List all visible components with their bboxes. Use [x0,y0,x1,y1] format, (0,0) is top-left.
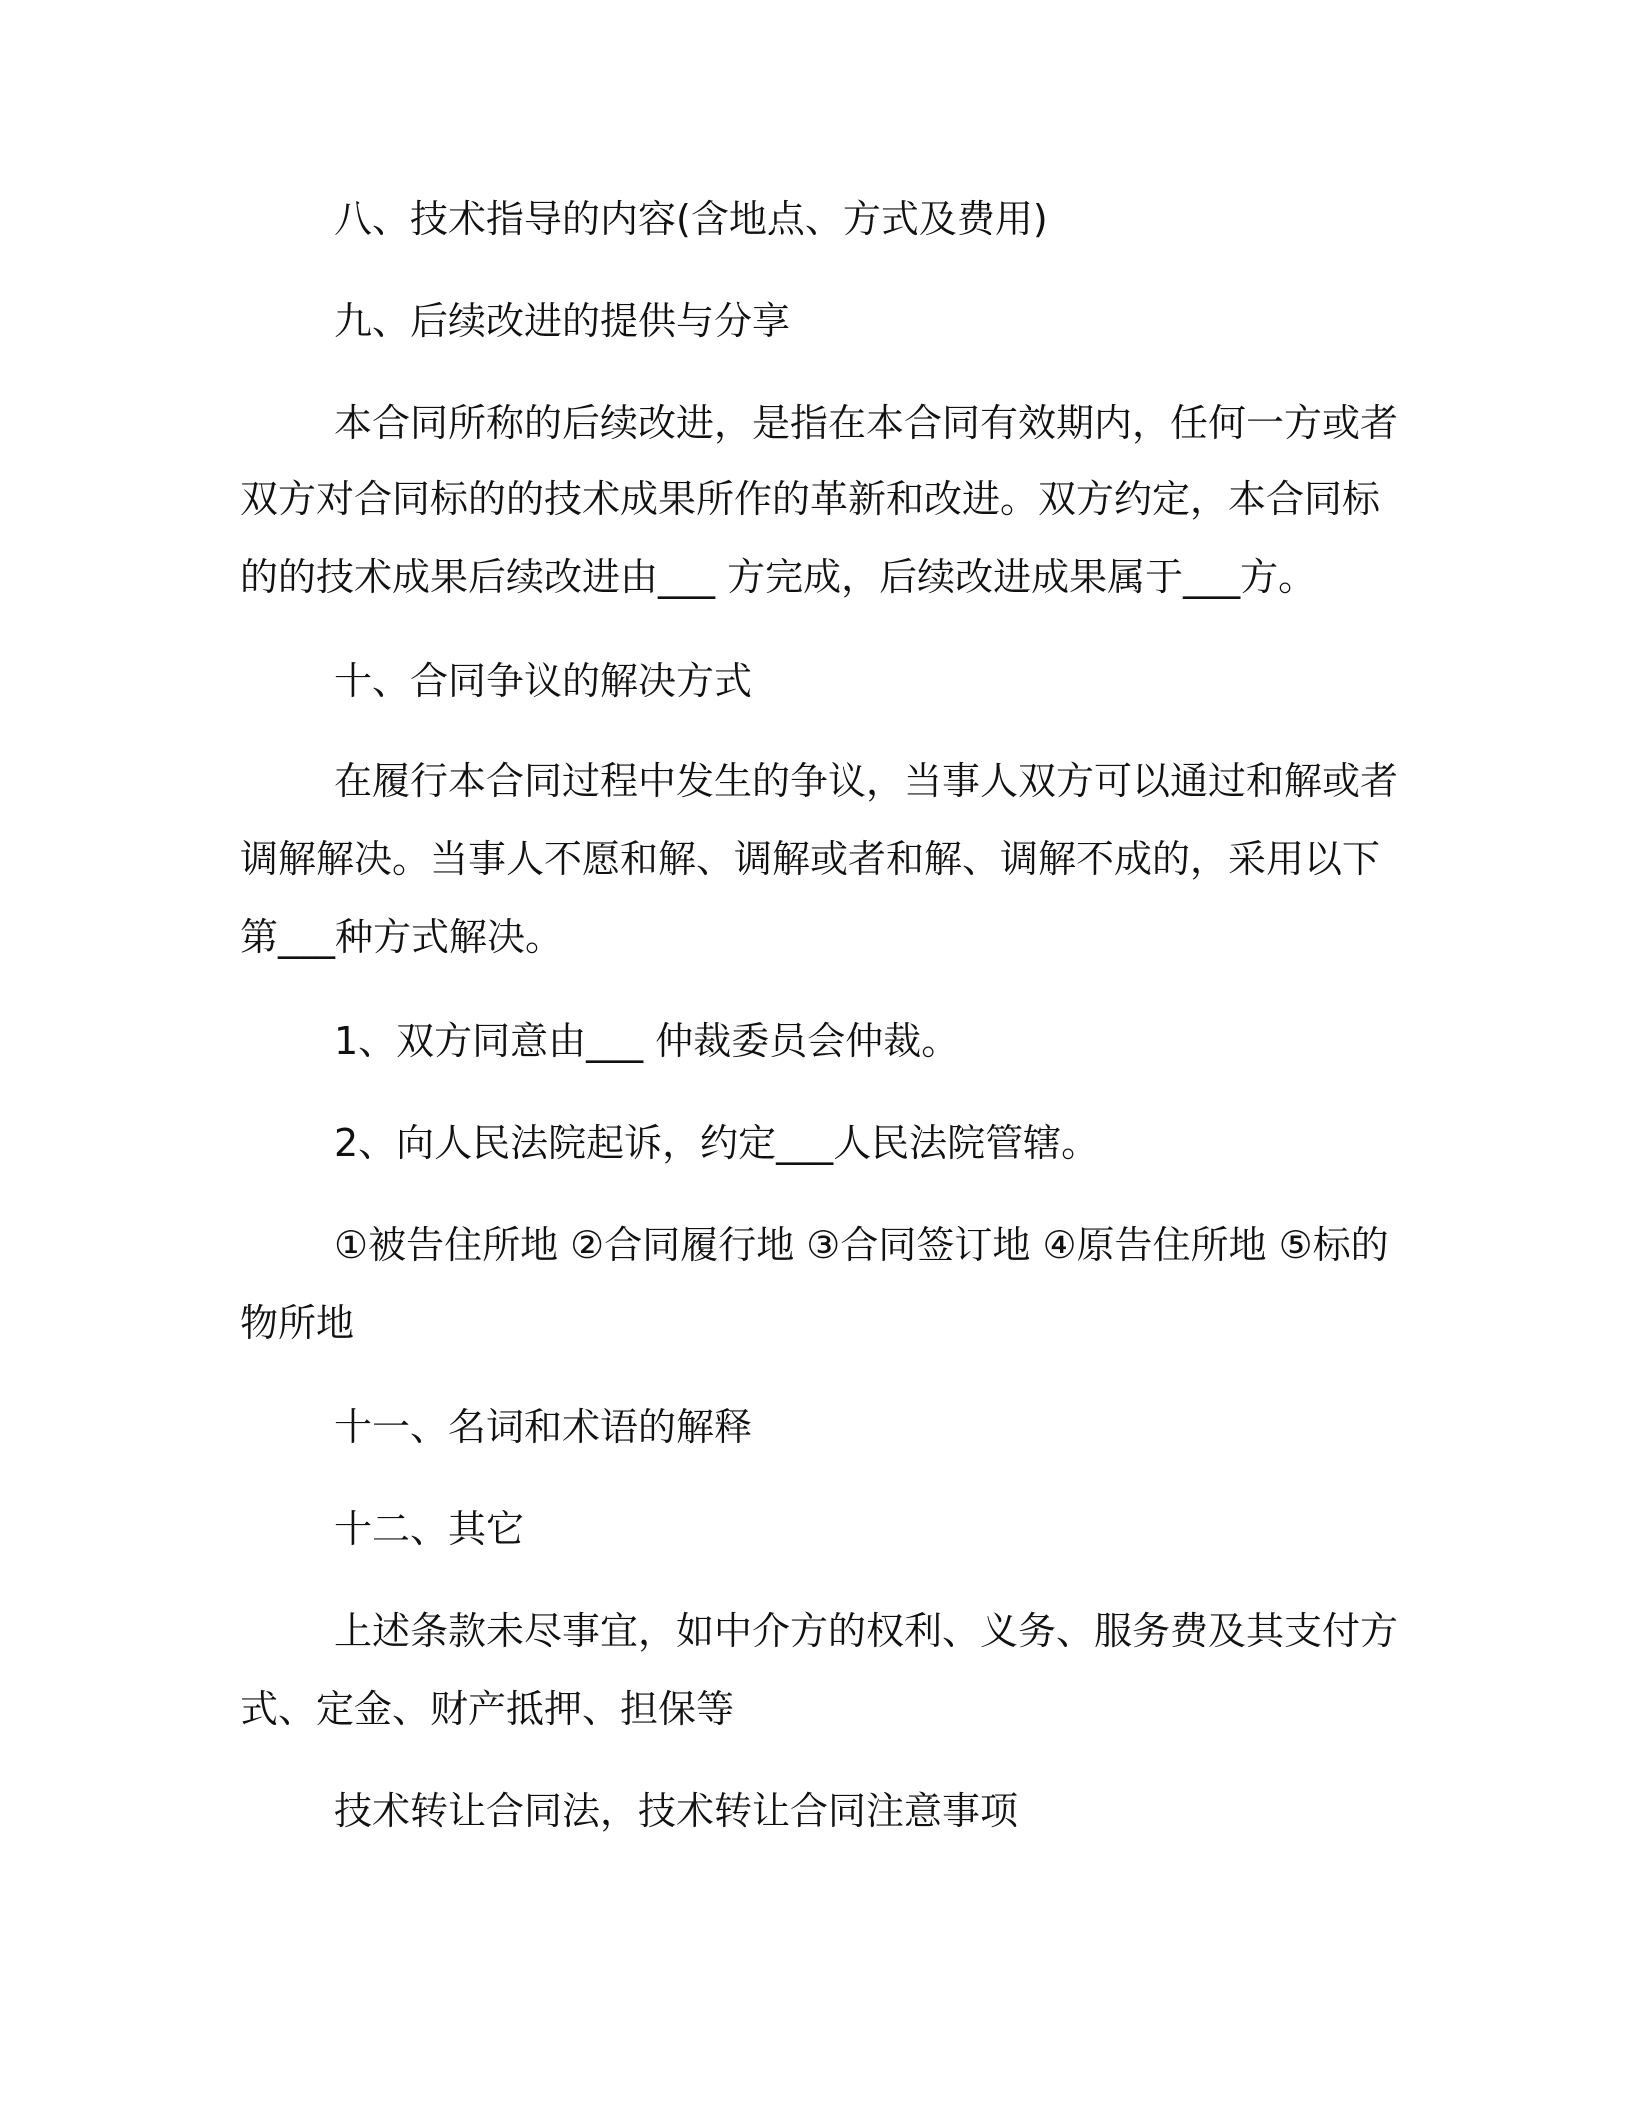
jurisdiction-choices-line-2: 物所地 [240,1301,355,1345]
clause-9-paragraph-line-2: 双方对合同标的的技术成果所作的革新和改进。双方约定，本合同标 [240,477,1381,521]
clause-8-heading: 八、技术指导的内容(含地点、方式及费用) [334,197,1048,241]
clause-9-paragraph-line-3: 的的技术成果后续改进由___ 方完成，后续改进成果属于___方。 [240,555,1317,599]
clause-10-paragraph-line-3: 第___种方式解决。 [240,915,564,959]
jurisdiction-choices-line-1: ①被告住所地 ②合同履行地 ③合同签订地 ④原告住所地 ⑤标的 [334,1223,1389,1267]
clause-12-heading: 十二、其它 [334,1507,525,1551]
clause-10-paragraph-line-2: 调解解决。当事人不愿和解、调解或者和解、调解不成的，采用以下 [240,837,1381,881]
clause-11-heading: 十一、名词和术语的解释 [334,1405,753,1449]
clause-9-paragraph-line-1: 本合同所称的后续改进，是指在本合同有效期内，任何一方或者 [334,401,1399,445]
clause-10-option-1: 1、双方同意由___ 仲裁委员会仲裁。 [334,1019,960,1063]
clause-12-paragraph-line-2: 式、定金、财产抵押、担保等 [240,1687,735,1731]
clause-10-heading: 十、合同争议的解决方式 [334,659,753,703]
clause-10-option-2: 2、向人民法院起诉，约定___人民法院管辖。 [334,1121,1100,1165]
closing-title: 技术转让合同法，技术转让合同注意事项 [334,1789,1019,1833]
clause-9-heading: 九、后续改进的提供与分享 [334,299,791,343]
clause-10-paragraph-line-1: 在履行本合同过程中发生的争议，当事人双方可以通过和解或者 [334,759,1399,803]
clause-12-paragraph-line-1: 上述条款未尽事宜，如中介方的权利、义务、服务费及其支付方 [334,1609,1399,1653]
